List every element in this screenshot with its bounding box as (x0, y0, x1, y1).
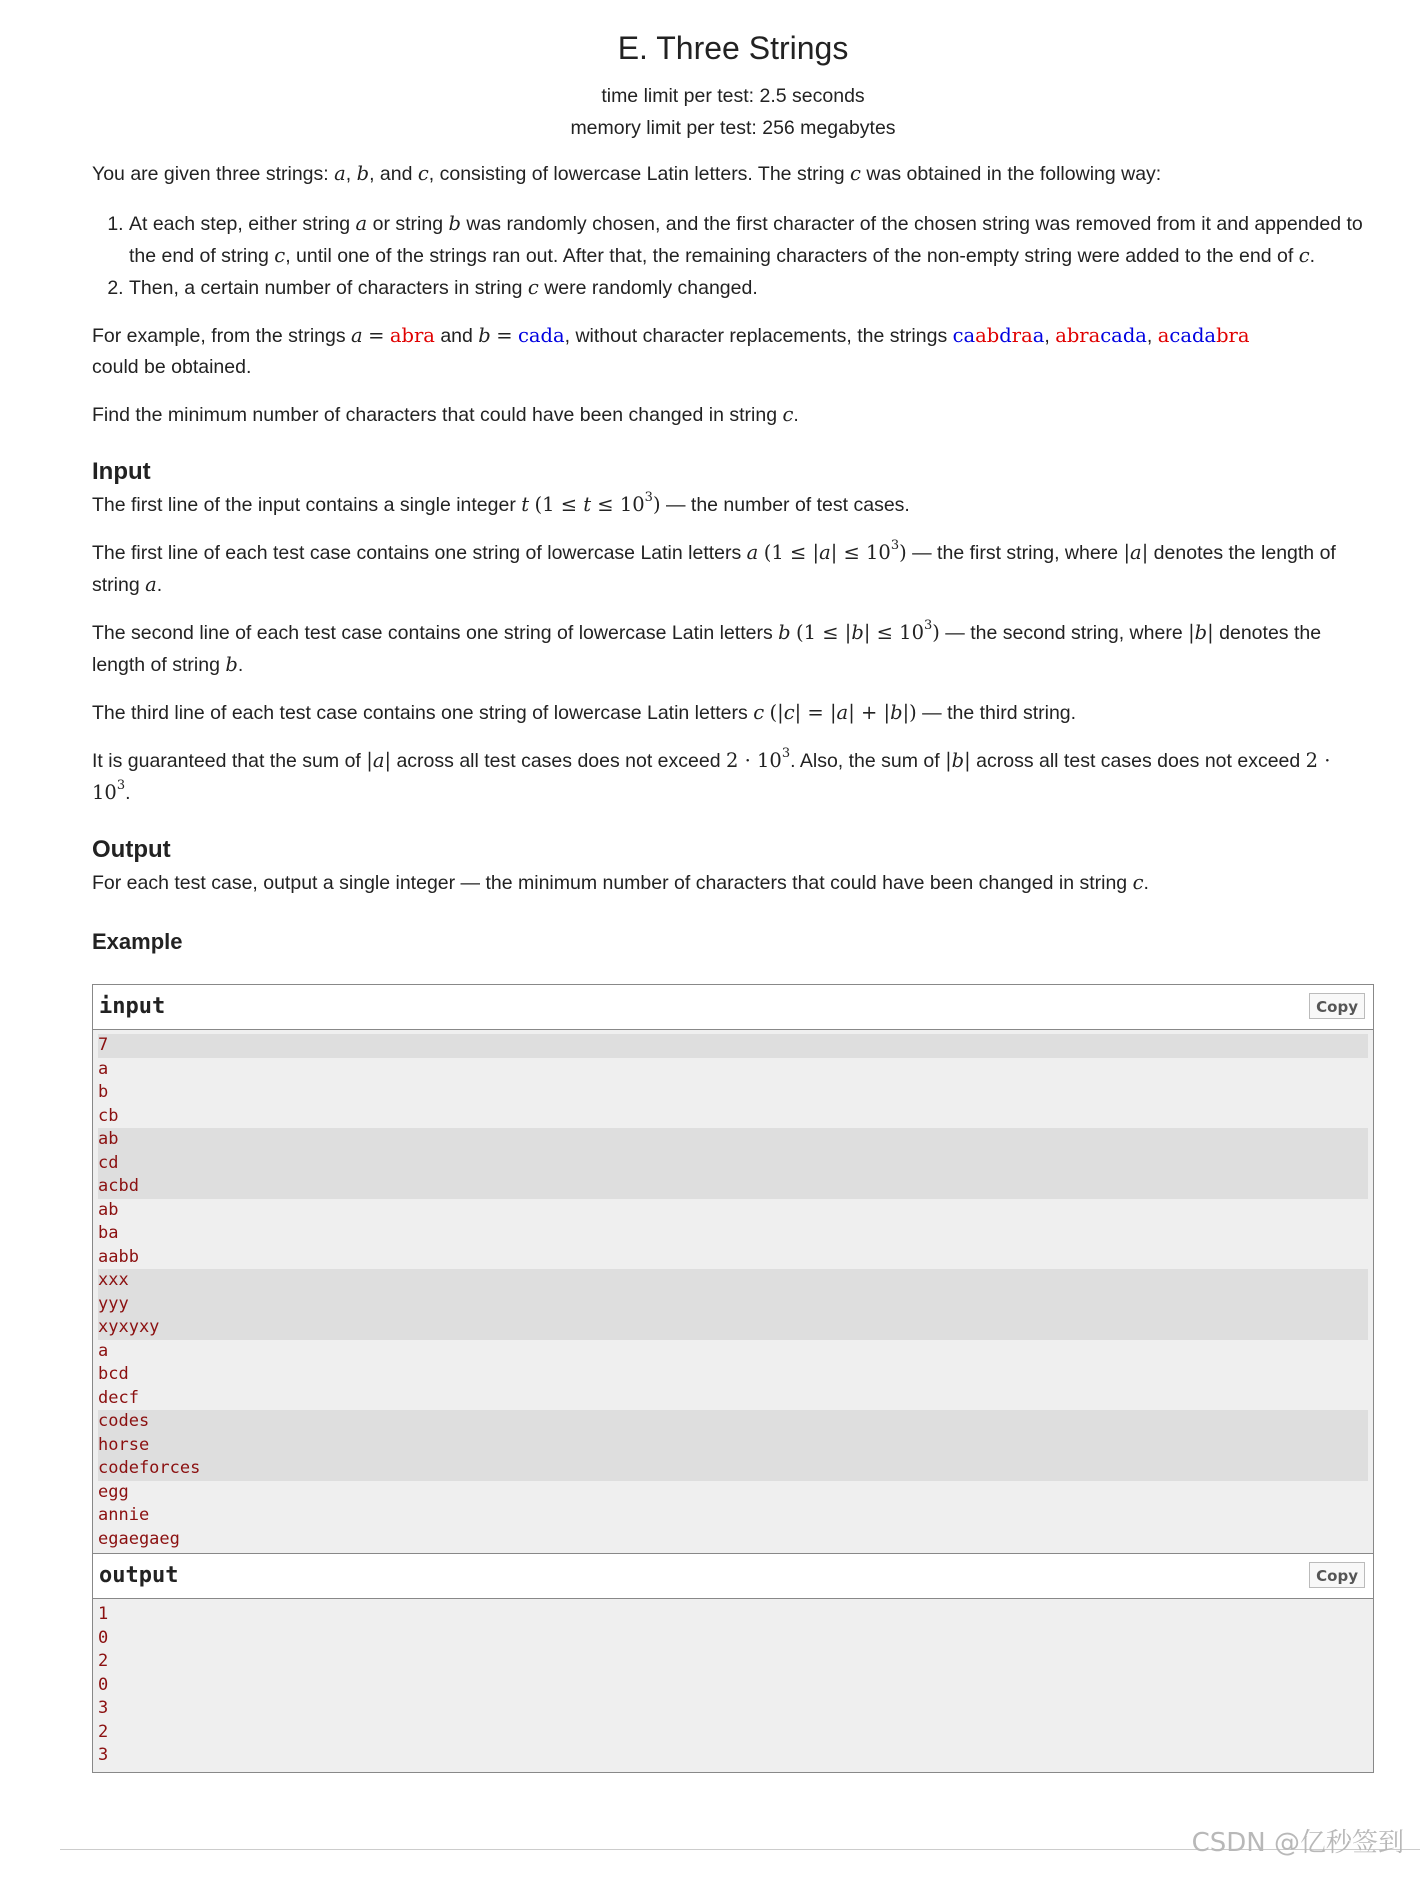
input-line5: It is guaranteed that the sum of |a| across all test cases does not exceed $2 \cdot 10^3$. Also, the sum of |b| across all test cases does not exceed $2 \cdot 10^3$. (92, 745, 1331, 804)
input-heading: Input (92, 458, 151, 485)
input-line: xyxyxy (98, 1316, 1368, 1340)
input-line: acbd (98, 1175, 1368, 1199)
output-line: 1 (98, 1604, 109, 1624)
example-paragraph: For example, from the strings a = abra and b = cada, without character replacements, the strings caabdraa, abracada, acadabra could be obtained. (92, 324, 1250, 378)
output-line: 3 (98, 1745, 109, 1765)
input-line: decf (98, 1387, 139, 1408)
input-line: egg (98, 1481, 129, 1502)
input-line2: The first line of each test case contains one string of lowercase Latin letters a $(1 \le |a| \le 10^3)$ — the first string, where |a| denotes the length of string a. (92, 537, 1336, 596)
memory-limit: memory limit per test: 256 megabytes (570, 117, 896, 139)
find-paragraph: Find the minimum number of characters that could have been changed in string c. (92, 403, 799, 426)
input-line: codes (98, 1410, 1368, 1434)
input-line: ab (98, 1199, 119, 1220)
input-line: horse (98, 1434, 1368, 1458)
problem-title: E. Three Strings (617, 30, 849, 66)
input-line: b (98, 1082, 109, 1102)
procedure-list (92, 208, 1374, 304)
input-line: xxx (98, 1269, 1368, 1293)
copy-input-button[interactable]: Copy (1309, 993, 1365, 1019)
input-line: a (98, 1340, 109, 1361)
sample-input-block (92, 984, 1374, 1556)
output-label: output (99, 1563, 179, 1588)
watermark: CSDN @亿秒签到 (1191, 1828, 1404, 1858)
input-line: egaegaeg (98, 1528, 180, 1549)
list-item: 1. At each step, either string a or string b was randomly chosen, and the first character of the chosen string was removed from it and appended to the end of string c, until one of the strings ran out. After that, the remaining characters of the non-empty string were added to the end of c. (129, 208, 1374, 272)
time-limit: time limit per test: 2.5 seconds (601, 85, 865, 107)
limits (92, 80, 1374, 144)
output-line: 2 (98, 1651, 109, 1671)
problem-statement (92, 0, 1374, 957)
output-line: 2 (98, 1721, 109, 1742)
output-line: 3 (98, 1698, 109, 1718)
input-line: cd (98, 1152, 1368, 1176)
input-line: bcd (98, 1364, 129, 1384)
input-line: cb (98, 1105, 119, 1126)
output-line: 0 (98, 1674, 109, 1695)
sample-input-body[interactable] (93, 1030, 1373, 1555)
copy-output-button[interactable]: Copy (1309, 1562, 1365, 1588)
input-label: input (99, 994, 166, 1019)
sample-output-block (92, 1553, 1374, 1773)
input-line4: The third line of each test case contains one string of lowercase Latin letters c (|c| = |a| + |b|) — the third string. (92, 701, 1077, 724)
input-line3: The second line of each test case contains one string of lowercase Latin letters b $(1 \le |b| \le 10^3)$ — the second string, where |b| denotes the length of string b. (92, 617, 1322, 676)
input-line: codeforces (98, 1457, 1368, 1481)
sample-input-header (93, 985, 1373, 1030)
output-text: For each test case, output a single integer — the minimum number of characters that could have been changed in string c. (92, 871, 1149, 894)
input-line: annie (98, 1505, 150, 1525)
input-line: ba (98, 1223, 119, 1243)
sample-output-header (93, 1554, 1373, 1599)
list-item: 2. Then, a certain number of characters in string c were randomly changed. (129, 272, 1374, 304)
output-line: 0 (98, 1627, 109, 1648)
example-heading: Example (92, 929, 183, 954)
sample-output-body[interactable] (93, 1599, 1373, 1772)
input-line: yyy (98, 1293, 1368, 1317)
output-heading: Output (92, 836, 171, 863)
intro-paragraph: You are given three strings: a, b, and c, consisting of lowercase Latin letters. The string c was obtained in the following way: (92, 162, 1162, 185)
input-line: a (98, 1058, 109, 1079)
input-line: ab (98, 1128, 1368, 1152)
input-line: 7 (98, 1034, 1368, 1058)
input-line1: The first line of the input contains a single integer t $(1 \le t \le 10^3)$ — the number of test cases. (92, 489, 910, 516)
input-line: aabb (98, 1246, 139, 1267)
